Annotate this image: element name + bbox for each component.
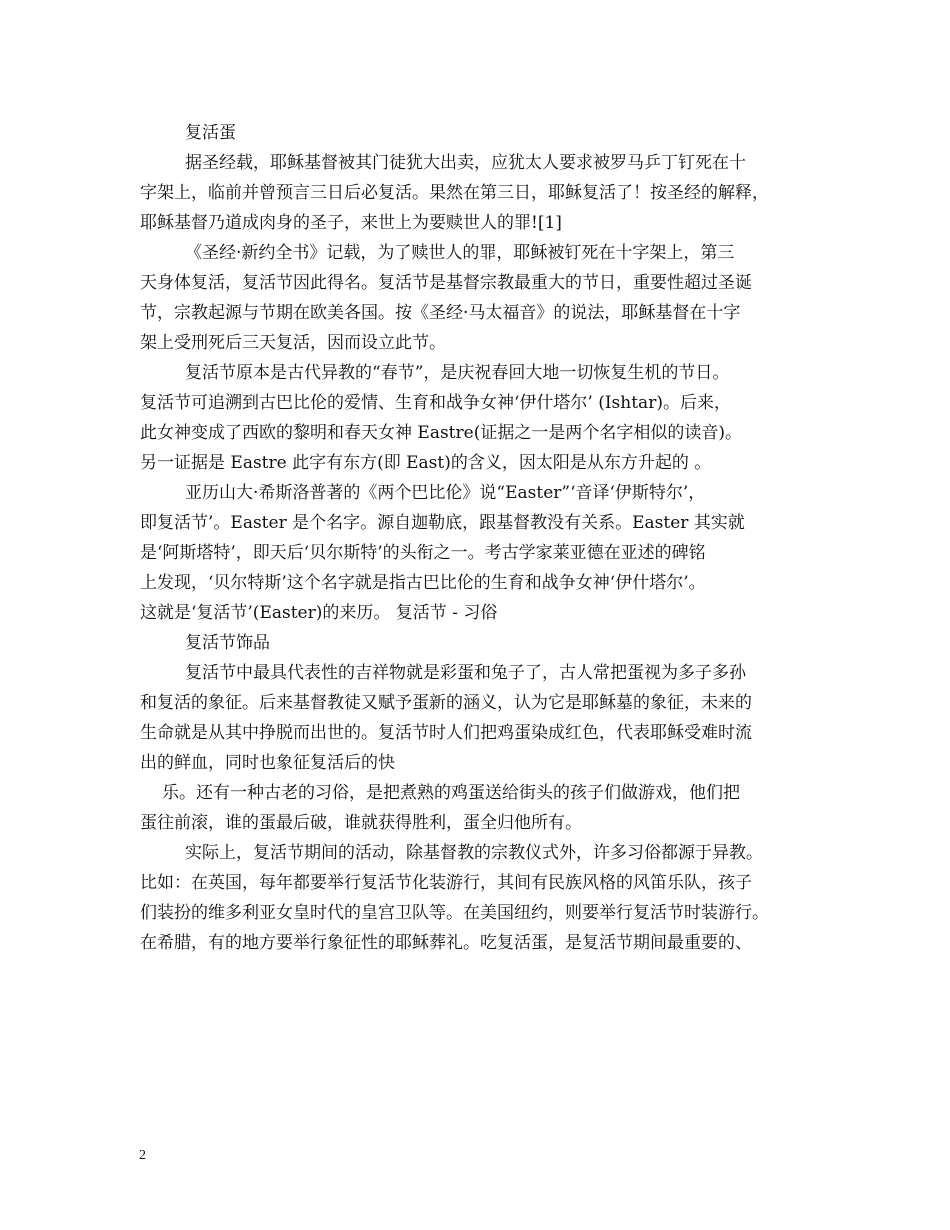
text-line: 复活节原本是古代异教的“春节”，是庆祝春回大地一切恢复生机的节日。 [185,363,730,383]
text-line: 架上受刑死后三天复活，因而设立此节。 [140,333,446,353]
text-line: 亚历山大·希斯洛普著的《两个巴比伦》说“Easter”‘音译‘伊斯特尔’， [185,483,706,503]
text-line: 生命就是从其中挣脱而出世的。复活节时人们把鸡蛋染成红色，代表耶稣受难时流 [140,723,752,743]
text-line: 《圣经·新约全书》记载，为了赎世人的罪，耶稣被钉死在十字架上，第三 [185,243,735,263]
text-line: 节，宗教起源与节期在欧美各国。按《圣经·马太福音》的说法，耶稣基督在十字 [140,303,741,323]
text-line: 实际上，复活节期间的活动，除基督教的宗教仪式外，许多习俗都源于异教。 [185,843,763,863]
body-text [140,118,830,958]
text-line: 此女神变成了西欧的黎明和春天女神 Eastre(证据之一是两个名字相似的读音)。 [140,423,742,443]
text-line: 复活节中最具代表性的吉祥物就是彩蛋和兔子了，古人常把蛋视为多子多孙 [185,663,746,683]
text-line: 出的鲜血，同时也象征复活后的快 [140,753,395,773]
text-line: 即复活节’。Easter 是个名字。源自迦勒底，跟基督教没有关系。Easter 其实就 [140,513,745,533]
text-line: 乐。还有一种古老的习俗，是把煮熟的鸡蛋送给街头的孩子们做游戏，他们把 [162,783,740,803]
heading-easter-decorations: 复活节饰品 [185,633,270,653]
text-line: 们装扮的维多利亚女皇时代的皇宫卫队等。在美国纽约，则要举行复活节时装游行。 [140,903,769,923]
text-line: 另一证据是 Eastre 此字有东方(即 East)的含义，因太阳是从东方升起的 。 [140,453,712,473]
text-line: 和复活的象征。后来基督教徒又赋予蛋新的涵义，认为它是耶稣墓的象征，未来的 [140,693,752,713]
text-line: 据圣经载，耶稣基督被其门徒犹大出卖，应犹太人要求被罗马乒丁钉死在十 [185,153,746,173]
text-line: 字架上，临前并曾预言三日后必复活。果然在第三日，耶稣复活了！按圣经的解释， [140,183,769,203]
text-line: 复活节可追溯到古巴比伦的爱情、生育和战争女神‘伊什塔尔’ (Ishtar)。后来， [140,393,731,413]
text-line: 是‘阿斯塔特’，即天后‘贝尔斯特’的头衔之一。考古学家莱亚德在亚述的碑铭 [140,543,706,563]
text-line: 比如：在英国，每年都要举行复活节化装游行，其间有民族风格的风笛乐队，孩子 [140,873,752,893]
text-line: 耶稣基督乃道成肉身的圣子，来世上为要赎世人的罪![1] [140,213,562,233]
heading-easter-egg: 复活蛋 [185,123,236,143]
text-line: 上发现，‘贝尔特斯’这个名字就是指古巴比伦的生育和战争女神‘伊什塔尔’。 [140,573,706,593]
text-line: 在希腊，有的地方要举行象征性的耶稣葬礼。吃复活蛋，是复活节期间最重要的、 [140,933,752,953]
text-line: 这就是‘复活节’(Easter)的来历。 复活节 - 习俗 [140,603,498,623]
page-number: 2 [139,1148,146,1163]
text-line: 天身体复活，复活节因此得名。复活节是基督宗教最重大的节日，重要性超过圣诞 [140,273,752,293]
text-line: 蛋往前滚，谁的蛋最后破，谁就获得胜利，蛋全归他所有。 [140,813,582,833]
